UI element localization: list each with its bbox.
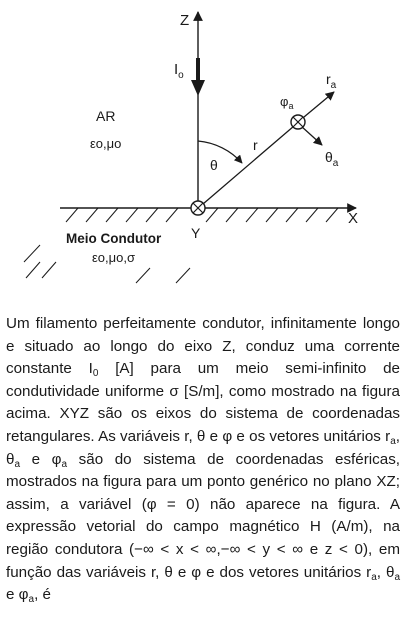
text-subscript: a xyxy=(394,571,400,583)
text-subscript: a xyxy=(28,594,35,606)
text-subscript: a xyxy=(61,458,68,470)
air-params: εo,μo xyxy=(90,136,122,151)
text-part: são do sistema de coordenadas esféricas, mostrados na figura para um ponto genérico no plano XZ; assim, a variável (φ = 0) não aparece na figura. A expressão vetorial do campo magnético H (A/m), na região condutora xyxy=(6,450,401,558)
r-label: r xyxy=(253,137,258,153)
text-part: , é xyxy=(34,586,51,604)
text-subscript: a xyxy=(371,571,377,583)
problem-statement xyxy=(6,313,400,607)
text-part: Um filamento perfeitamente condutor, infinitamente longo e situado ao longo do eixo Z, conduz uma corrente constante I xyxy=(6,315,400,378)
theta-a-vector xyxy=(301,126,322,145)
ra-label: $r_a$ xyxy=(326,71,337,91)
text-part: , θ xyxy=(376,563,395,581)
conductor-region-expression: (−∞ < x < ∞,−∞ < y < ∞ e z < 0) xyxy=(129,540,369,558)
air-label: AR xyxy=(96,108,116,124)
conductor-label: Meio Condutor xyxy=(66,231,162,246)
phi-a-label: $\varphi_a$ xyxy=(280,94,294,111)
conductor-params: εo,μo,σ xyxy=(92,250,135,265)
y-axis-label: Y xyxy=(191,225,201,241)
text-part: e φ xyxy=(6,586,29,604)
theta-a-label: $\theta_a$ xyxy=(325,149,339,169)
text-part: , θ xyxy=(6,427,400,468)
text-part: [A] para um meio semi-infinito de condutividade uniforme σ [S/m], como mostrado na figura acima. XYZ são os eixos do sistema de coordenadas retangulares. As variáveis r, θ e φ e os vetores unitários r xyxy=(6,360,400,445)
text-subscript: 0 xyxy=(92,368,99,380)
text-subscript: a xyxy=(14,458,21,470)
current-arrowhead-icon xyxy=(191,80,205,96)
point-cross-icon xyxy=(291,115,305,129)
origin-cross-icon xyxy=(191,201,205,215)
text-part: e φ xyxy=(20,450,62,468)
text-subscript: a xyxy=(390,435,396,447)
text-part: , em função das variáveis r, θ e φ e dos vetores unitários r xyxy=(6,540,400,581)
current-label: $I_o$ xyxy=(174,61,184,81)
theta-arc xyxy=(198,141,242,163)
x-axis-label: X xyxy=(348,210,359,227)
problem-figure xyxy=(0,0,407,300)
z-axis-label: Z xyxy=(180,12,190,29)
theta-label: θ xyxy=(210,157,218,173)
